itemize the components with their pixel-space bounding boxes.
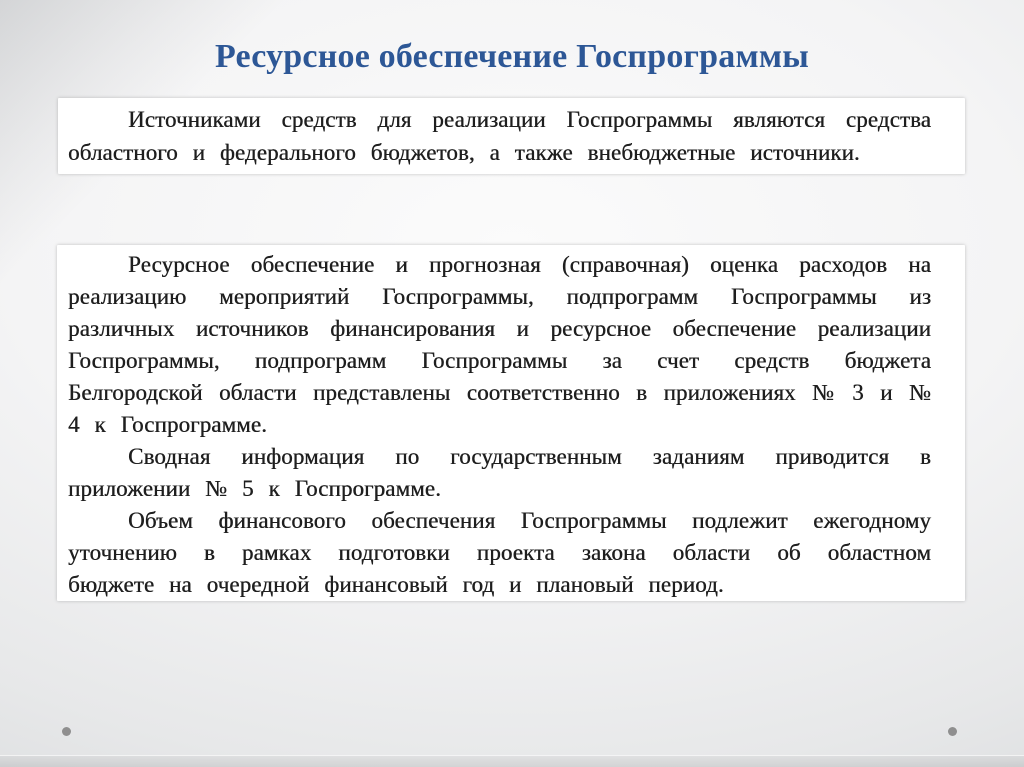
footer-dot-right bbox=[948, 727, 957, 736]
slide-title: Ресурсное обеспечение Госпрограммы bbox=[215, 38, 809, 75]
footer-divider bbox=[0, 755, 1024, 767]
main-paragraph-2: Сводная информация по государственным заданиям приводится в приложении № 5 к Госпрограмме. bbox=[68, 444, 931, 501]
main-paragraph-1: Ресурсное обеспечение и прогнозная (справочная) оценка расходов на реализацию мероприятий Госпрограммы, подпрограмм Госпрограммы из различных источников финансирования и ресурсное обеспечение реализации Госпрограммы, подпрограмм Госпрограммы за счет средств бюджета Белгородской области представлены соответственно в приложениях № 3 и № 4 к Госпрограмме. bbox=[68, 252, 931, 437]
main-paragraph-3: Объем финансового обеспечения Госпрограммы подлежит ежегодному уточнению в рамках подготовки проекта закона области об областном бюджете на очередной финансовый год и плановый период. bbox=[68, 508, 931, 597]
intro-text-block bbox=[58, 98, 965, 174]
intro-paragraph: Источниками средств для реализации Госпрограммы являются средства областного и федерального бюджетов, а также внебюджетные источники. bbox=[68, 107, 931, 165]
footer-dot-left bbox=[62, 727, 71, 736]
main-text-block bbox=[57, 245, 965, 601]
